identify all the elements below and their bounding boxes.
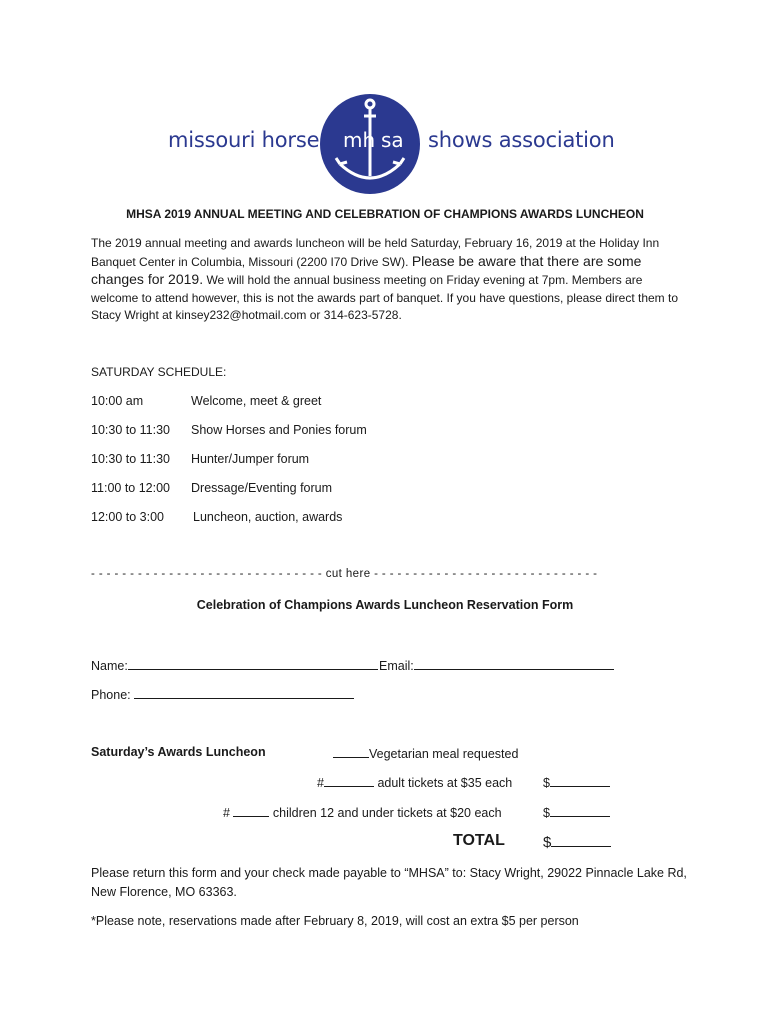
intro-part-2: Please be aware that there are some changes for 2019. [91, 252, 642, 287]
child-prefix: # [223, 806, 230, 820]
phone-field-row [91, 686, 354, 702]
child-tickets-row [223, 804, 502, 820]
phone-label: Phone: [91, 688, 131, 702]
schedule-activity: Hunter/Jumper forum [191, 452, 310, 466]
form-title: Celebration of Champions Awards Luncheon Reservation Form [196, 598, 574, 612]
child-count-line[interactable] [233, 804, 269, 817]
org-name-right: shows association [428, 128, 615, 152]
schedule-activity: Dressage/Eventing forum [191, 481, 333, 495]
schedule-time: 11:00 to 12:00 [91, 481, 171, 495]
cut-line: - - - - - - - - - - - - - - - - - - - - - - - - - - - - - - cut here - - - - - - - - - - - - - - - - - - - - - - - - - - - - - [91, 568, 598, 580]
child-label: children 12 and under tickets at $20 each [272, 806, 502, 820]
return-note: Please return this form and your check made payable to “MHSA” to: Stacy Wright, 29022 Pinnacle Lake Rd, New Florence, MO 63363. [91, 866, 687, 899]
adult-amount-row [543, 774, 610, 790]
logo-text-right: sa [381, 128, 404, 152]
schedule-heading: SATURDAY SCHEDULE: [91, 365, 227, 379]
name-field-row [91, 657, 378, 673]
intro-part-3: We will hold the annual business meeting on Friday evening at 7pm. Members are welcome to attend however, this is not the awards part of banquet. If you have questions, please direct them to Stacy Wright at kinsey232@hotmail.com or 314-623-5728. [91, 273, 679, 322]
email-input-line[interactable] [414, 657, 614, 670]
total-amount-row [543, 834, 611, 851]
phone-input-line[interactable] [134, 686, 354, 699]
section-title: Saturday’s Awards Luncheon [91, 745, 266, 759]
schedule-time: 10:30 to 11:30 [91, 423, 171, 437]
schedule-time: 12:00 to 3:00 [91, 510, 164, 524]
adult-prefix: # [317, 776, 324, 790]
adult-count-line[interactable] [324, 774, 374, 787]
name-input-line[interactable] [128, 657, 378, 670]
logo-text-left: mh [343, 128, 376, 152]
intro-paragraph [91, 235, 686, 325]
org-name-left: missouri horse [168, 128, 320, 152]
total-label: TOTAL [453, 832, 505, 849]
schedule-time: 10:00 am [91, 394, 144, 408]
adult-label: adult tickets at $35 each [377, 776, 513, 790]
page-title: MHSA 2019 ANNUAL MEETING AND CELEBRATION OF CHAMPIONS AWARDS LUNCHEON [126, 207, 644, 221]
email-label: Email: [379, 659, 414, 673]
child-amount-line[interactable] [550, 804, 610, 817]
email-field-row [379, 657, 614, 673]
dollar-sign: $ [543, 806, 550, 820]
dollar-sign: $ [543, 834, 552, 851]
schedule-activity: Show Horses and Ponies forum [191, 423, 367, 437]
schedule-time: 10:30 to 11:30 [91, 452, 171, 466]
vegetarian-label: Vegetarian meal requested [369, 747, 519, 761]
child-amount-row [543, 804, 610, 820]
vegetarian-input-line[interactable] [333, 745, 369, 758]
adult-amount-line[interactable] [550, 774, 610, 787]
mhsa-logo [318, 92, 422, 196]
schedule-activity: Welcome, meet & greet [191, 394, 322, 408]
late-note: *Please note, reservations made after February 8, 2019, will cost an extra $5 per person [91, 914, 579, 928]
schedule-activity: Luncheon, auction, awards [193, 510, 343, 524]
adult-tickets-row [317, 774, 512, 790]
intro-part-1: The 2019 annual meeting and awards luncheon will be held Saturday, February 16, 2019 at the Holiday Inn Banquet Center in Columbia, Missouri (2200 I70 Drive SW). [91, 236, 660, 269]
vegetarian-row [333, 745, 518, 761]
total-amount-line[interactable] [551, 834, 611, 847]
name-label: Name: [91, 659, 128, 673]
dollar-sign: $ [543, 776, 550, 790]
